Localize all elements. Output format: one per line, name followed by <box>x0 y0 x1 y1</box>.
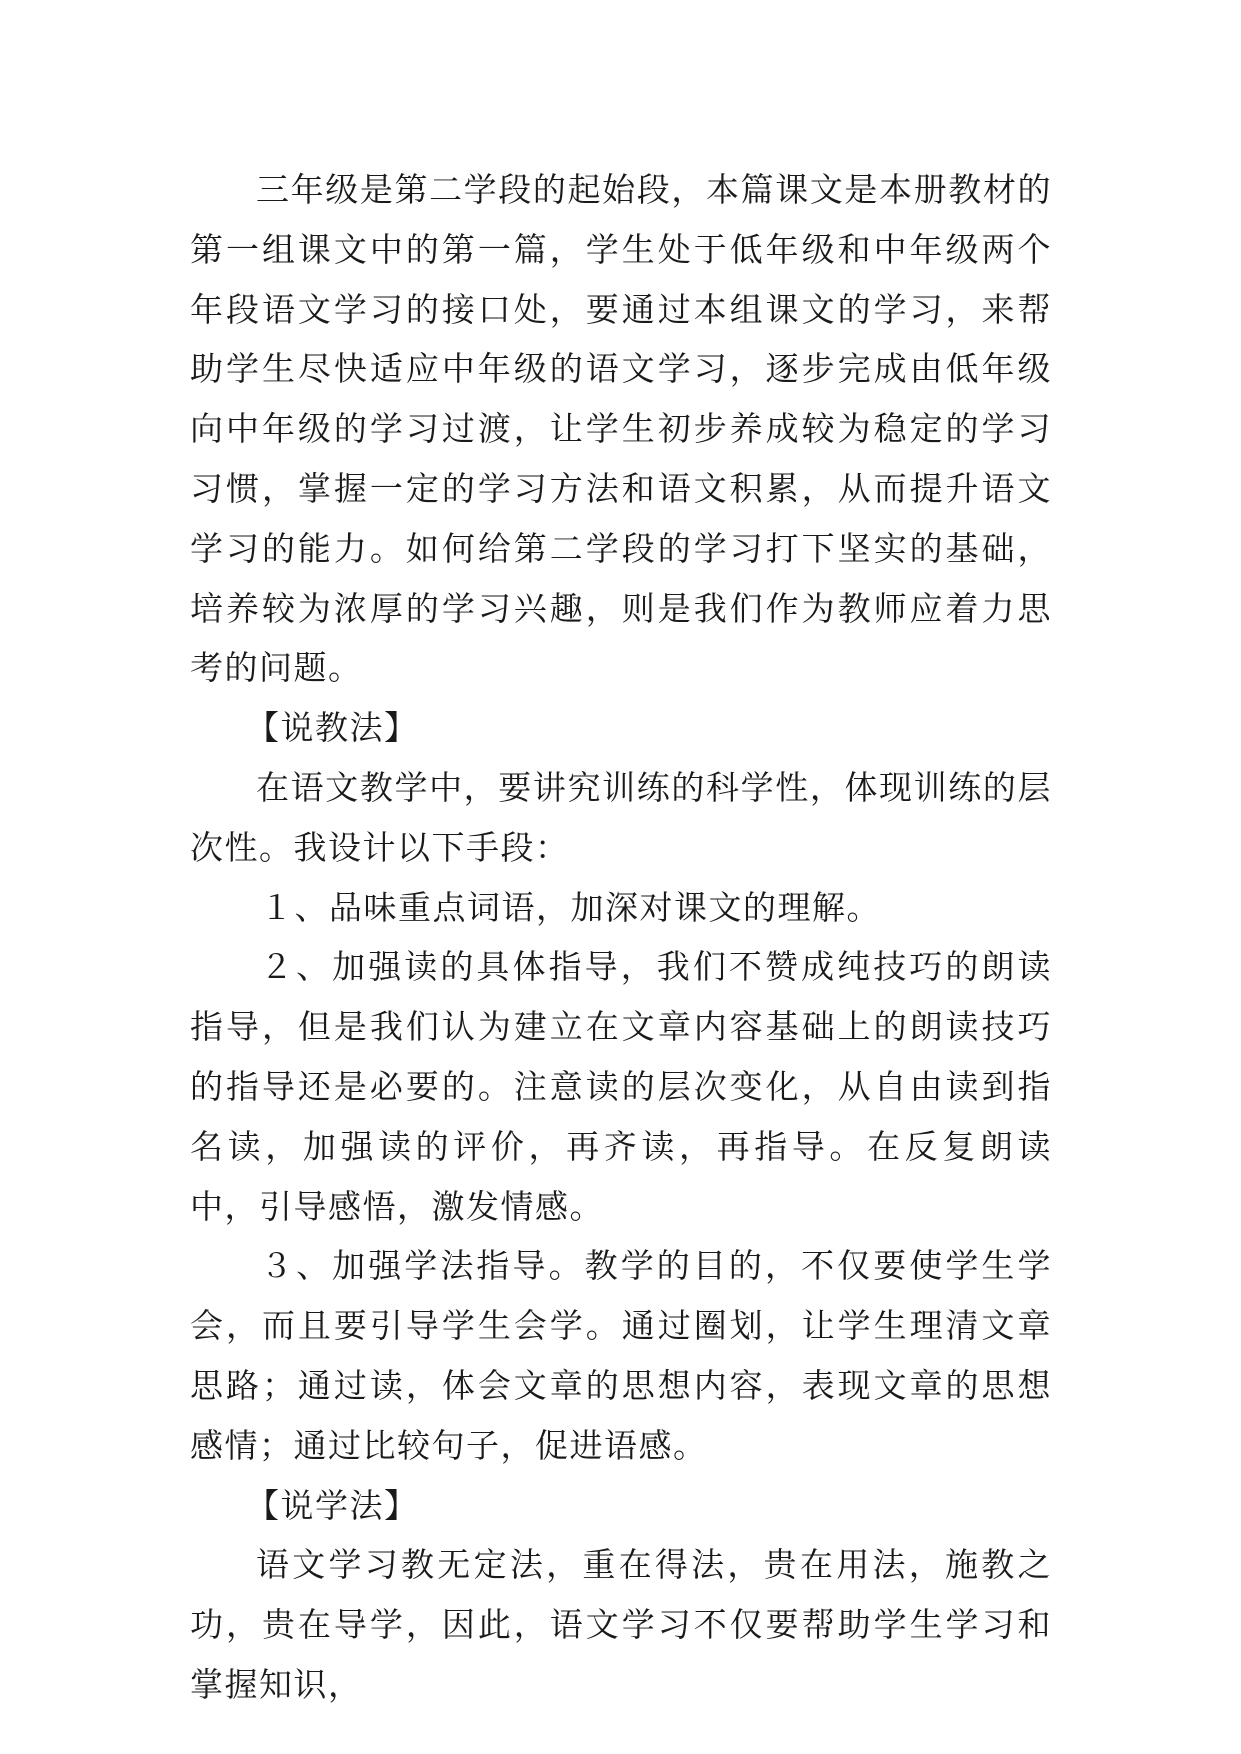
paragraph-intro: 三年级是第二学段的起始段，本篇课文是本册教材的第一组课文中的第一篇，学生处于低年级和中年级两个年段语文学习的接口处，要通过本组课文的学习，来帮助学生尽快适应中年级的语文学习，逐步完成由低年级向中年级的学习过渡，让学生初步养成较为稳定的学习习惯，掌握一定的学习方法和语文积累，从而提升语文学习的能力。如何给第二学段的学习打下坚实的基础，培养较为浓厚的学习兴趣，则是我们作为教师应着力思考的问题。 <box>190 170 1052 688</box>
list-item-1: １、品味重点词语，加深对课文的理解。 <box>260 887 881 927</box>
paragraph-learning: 语文学习教无定法，重在得法，贵在用法，施教之功，贵在导学，因此，语文学习不仅要帮助学生学习和掌握知识， <box>190 1545 1052 1704</box>
list-item-2: ２、加强读的具体指导，我们不赞成纯技巧的朗读指导，但是我们认为建立在文章内容基础上的朗读技巧的指导还是必要的。注意读的层次变化，从自由读到指名读，加强读的评价，再齐读，再指导。在反复朗读中，引导感悟，激发情感。 <box>190 947 1052 1226</box>
heading-learning-method: 【说学法】 <box>246 1485 419 1525</box>
heading-teaching-method: 【说教法】 <box>246 708 419 748</box>
document-body <box>190 160 1052 1715</box>
list-item-3: ３、加强学法指导。教学的目的，不仅要使学生学会，而且要引导学生会学。通过圈划，让学生理清文章思路；通过读，体会文章的思想内容，表现文章的思想感情；通过比较句子，促进语感。 <box>190 1246 1052 1465</box>
paragraph-teaching: 在语文教学中，要讲究训练的科学性，体现训练的层次性。我设计以下手段： <box>190 767 1052 867</box>
